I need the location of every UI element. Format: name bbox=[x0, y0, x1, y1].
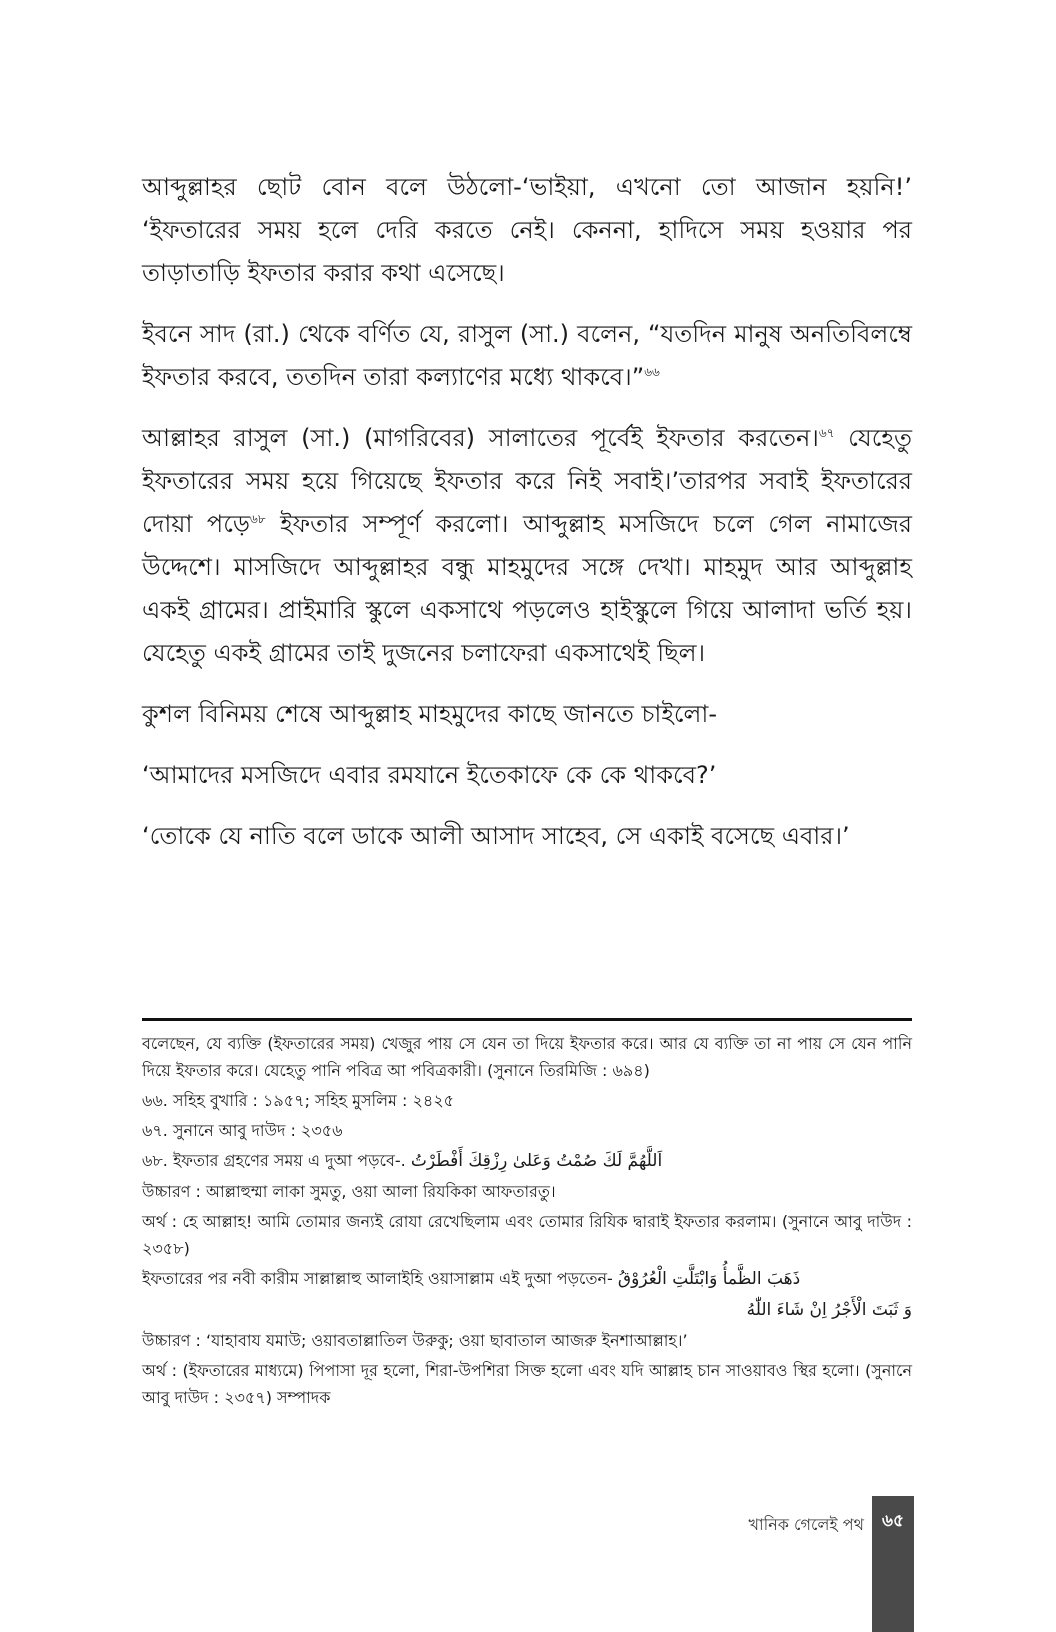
running-footer-title: খানিক গেলেই পথ bbox=[748, 1515, 864, 1534]
after-iftar-arabic-1: ذَهَبَ الظَّمأُ وَابْتَلَّتِ الْعُرُوْقُ bbox=[617, 1269, 801, 1289]
footnote-ref-67: ৬৭ bbox=[818, 426, 835, 440]
footnote-68-arabic-dua: اَللَّهُمَّ لَكَ صُمْتُ وَعَلىٰ رِزْقِكَ أَفْطَرْتُ bbox=[410, 1151, 663, 1171]
page-number: ৬৫ bbox=[881, 1511, 905, 1531]
footnote-67: ৬৭. সুনানে আবু দাউদ : ২৩৫৬ bbox=[142, 1121, 343, 1140]
paragraph-3 bbox=[142, 417, 912, 675]
paragraph-4: কুশল বিনিময় শেষে আব্দুল্লাহ মাহমুদের কাছে জানতে চাইলো- bbox=[142, 700, 718, 728]
footnote-continuation: বলেছেন, যে ব্যক্তি (ইফতারের সময়) খেজুর পায় সে যেন তা দিয়ে ইফতার করে। আর যে ব্যক্তি তা না পায় সে যেন পানি দিয়ে ইফতার করে। যেহেতু পানি পবিত্র আ পবিত্রকারী। (সুনানে তিরমিজি : ৬৯৪) bbox=[142, 1034, 912, 1080]
pronunciation-1: উচ্চারণ : আল্লাহুম্মা লাকা সুমতু, ওয়া আলা রিযকিকা আফতারতু। bbox=[142, 1182, 556, 1201]
paragraph-6: ‘তোকে যে নাতি বলে ডাকে আলী আসাদ সাহেব, সে একাই বসেছে এবার।’ bbox=[142, 822, 850, 850]
footnote-ref-66: ৬৬ bbox=[644, 365, 660, 379]
footnotes bbox=[142, 1030, 912, 1414]
after-iftar-arabic-2: وَ ثَبَتَ الْأَجْرُ اِنْ شَاءَ اللّٰهُ bbox=[746, 1300, 912, 1320]
footnote-68-text: ৬৮. ইফতার গ্রহণের সময় এ দুআ পড়বে-. bbox=[142, 1151, 406, 1170]
after-iftar-arabic-line-2 bbox=[142, 1296, 912, 1324]
footnote-66: ৬৬. সহিহ বুখারি : ১৯৫৭; সহিহ মুসলিম : ২৪২৫ bbox=[142, 1091, 455, 1110]
footnote-ref-68: ৬৮ bbox=[249, 512, 266, 526]
pronunciation-2: উচ্চারণ : ‘যাহাবায যমাউ; ওয়াবতাল্লাতিল উরুকু; ওয়া ছাবাতাল আজরু ইনশাআল্লাহ।’ bbox=[142, 1331, 688, 1350]
paragraph-2-text: ইবনে সাদ (রা.) থেকে বর্ণিত যে, রাসুল (সা.) বলেন, “যতদিন মানুষ অনতিবিলম্বে ইফতার করবে, ততদিন তারা কল্যাণের মধ্যে থাকবে।” bbox=[142, 320, 912, 391]
footnote-divider bbox=[142, 1018, 912, 1021]
paragraph-5: ‘আমাদের মসজিদে এবার রমযানে ইতেকাফে কে কে থাকবে?’ bbox=[142, 761, 717, 789]
main-text bbox=[142, 166, 912, 876]
meaning-1: অর্থ : হে আল্লাহ! আমি তোমার জন্যই রোযা রেখেছিলাম এবং তোমার রিযিক দ্বারাই ইফতার করলাম। (সুনানে আবু দাউদ : ২৩৫৮) bbox=[142, 1212, 912, 1258]
paragraph-3-part-b: যেহেতু ইফতারের সময় হয়ে গিয়েছে ইফতার করে নিই সবাই।’তারপর সবাই ইফতারের দোয়া পড়ে bbox=[142, 424, 912, 538]
footnote-68 bbox=[142, 1147, 912, 1175]
meaning-2: অর্থ : (ইফতারের মাধ্যমে) পিপাসা দূর হলো, শিরা-উপশিরা সিক্ত হলো এবং যদি আল্লাহ চান সাওয়াবও স্থির হলো। (সুনানে আবু দাউদ : ২৩৫৭) সম্পাদক bbox=[142, 1361, 912, 1407]
paragraph-3-part-a: আল্লাহর রাসুল (সা.) (মাগরিবের) সালাতের পূর্বেই ইফতার করতেন। bbox=[142, 424, 819, 452]
paragraph-3-part-c: ইফতার সম্পূর্ণ করলো। আব্দুল্লাহ মসজিদে চলে গেল নামাজের উদ্দেশে। মাসজিদে আব্দুল্লাহর বন্ধু মাহমুদের সঙ্গে দেখা। মাহমুদ আর আব্দুল্লাহ একই গ্রামের। প্রাইমারি স্কুলে একসাথে পড়লেও হাইস্কুলে গিয়ে আলাদা ভর্তি হয়। যেহেতু একই গ্রামের তাই দুজনের চলাফেরা একসাথেই ছিল। bbox=[142, 510, 913, 667]
after-iftar-dua bbox=[142, 1265, 912, 1293]
paragraph-1: আব্দুল্লাহর ছোট বোন বলে উঠলো-‘ভাইয়া, এখনো তো আজান হয়নি!’ ‘ইফতারের সময় হলে দেরি করতে নেই। কেননা, হাদিসে সময় হওয়ার পর তাড়াতাড়ি ইফতার করার কথা এসেছে। bbox=[142, 173, 912, 287]
after-iftar-text: ইফতারের পর নবী কারীম সাল্লাল্লাহু আলাইহি ওয়াসাল্লাম এই দুআ পড়তেন- bbox=[142, 1269, 613, 1288]
paragraph-2 bbox=[142, 313, 912, 399]
